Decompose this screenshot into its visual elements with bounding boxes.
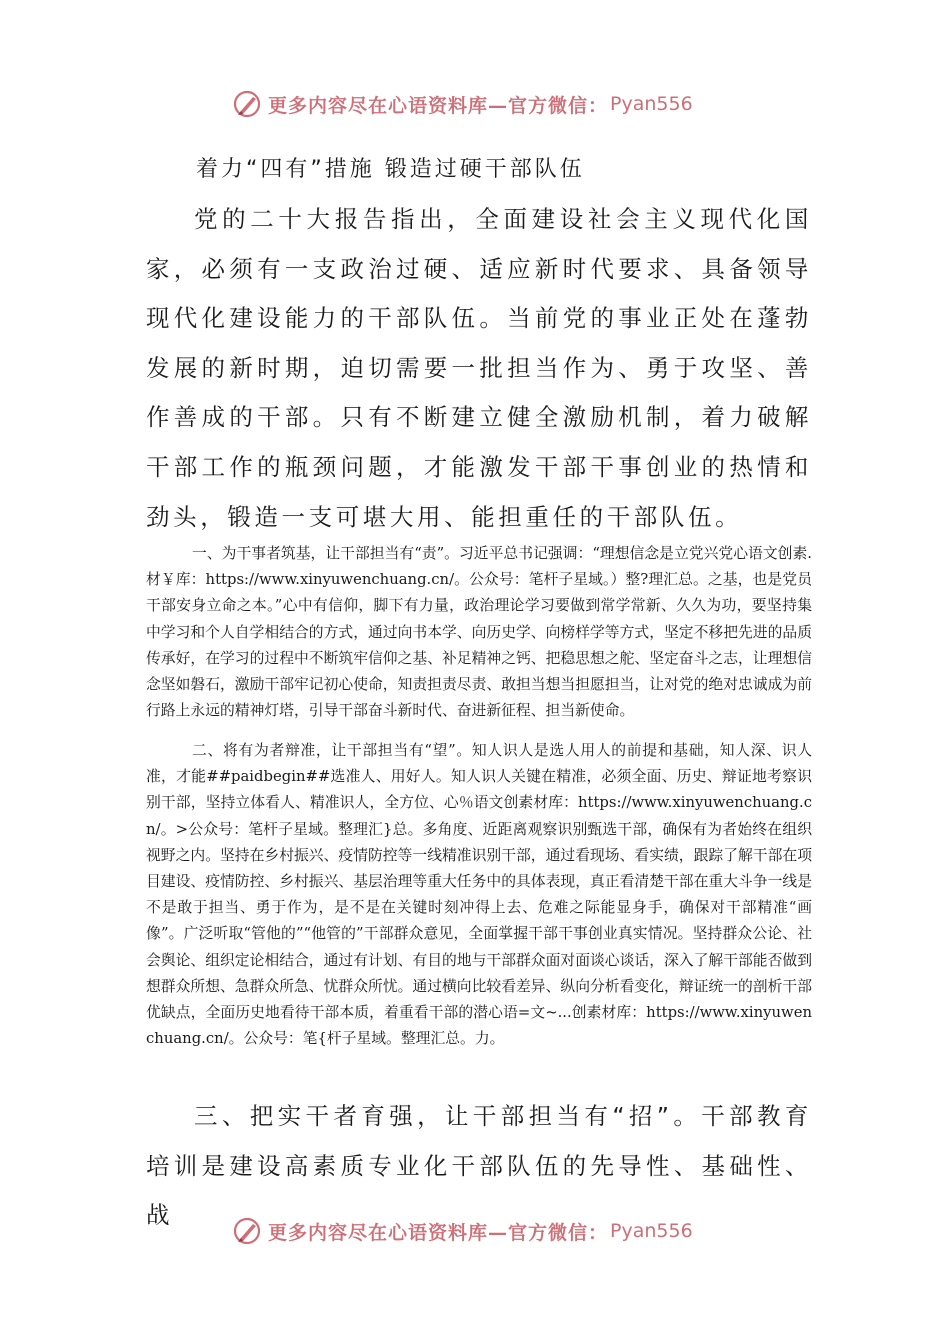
section-2-text: 二、将有为者辩准，让干部担当有“望”。知人识人是选人用人的前提和基础，知人深、识人准，才能##paidbegin##选准人、用好人。知人识人关键在精准，必须全面、历史、辩证地考察识别干部，坚持立体看人、精准识人，全方位、心％语文创素材库：https://www.xinyuwenchuang.cn/。>公众号：笔杆子星域。整理汇}总。多角度、近距离观察识别甄选干部，确保有为者始终在组织视野之内。坚持在乡村振兴、疫情防控等一线精准识别干部，通过看现场、看实绩，跟踪了解干部在项目建设、疫情防控、乡村振兴、基层治理等重大任务中的具体表现，真正看清楚干部在重大斗争一线是不是敢于担当、勇于作为，是不是在关键时刻冲得上去、危难之际能显身手，确保对干部精准“画像”。广泛听取“管他的”“他管的”干部群众意见，全面掌握干部干事创业真实情况。坚持群众公论、社会舆论、组织定论相结合，通过有计划、有目的地与干部群众面对面谈心谈话，深入了解干部能否做到想群众所想、急群众所急、忧群众所忧。通过横向比较看差异、纵向分析看变化，辩证统一的剖析干部优缺点，全面历史地看待干部本质，着重看干部的潜心语=文~...创素材库：https://www.xinyuwenchuang.cn/。公众号：笔{杆子星域。整理汇总。力。 — [146, 742, 812, 1048]
banner-text: 更多内容尽在心语资料库—官方微信： — [268, 94, 609, 117]
header-watermark-banner — [232, 84, 752, 124]
section-1-text: 一、为干事者筑基，让干部担当有“责”。习近平总书记强调：“理想信念是立党兴党心语文创素.材￥库：https://www.xinyuwenchuang.cn/。公众号：笔杆子星域。）整?理汇总。之基，也是党员干部安身立命之本。”心中有信仰，脚下有力量，政治理论学习要做到常学常新、久久为功，要坚持集中学习和个人自学相结合的方式，通过向书本学、向历史学、向榜样学等方式，坚定不移把先进的品质传承好，在学习的过程中不断筑牢信仰之基、补足精神之钙、把稳思想之舵、坚定奋斗之志，让理想信念坚如磐石，激励干部牢记初心使命，知责担责尽责、敢担当想当担愿担当，让对党的绝对忠诚成为前行路上永远的精神灯塔，引导干部奋斗新时代、奋进新征程、担当新使命。 — [146, 545, 812, 720]
banner-wechat-handle: Pyan556 — [610, 93, 693, 115]
footer-watermark-banner — [232, 1211, 752, 1251]
section-3-text: 三、把实干者育强，让干部担当有“招”。干部教育培训是建设高素质专业化干部队伍的先导性、基础性、战 — [146, 1102, 812, 1230]
pen-logo-icon — [232, 89, 262, 119]
section-1-paragraph — [146, 541, 812, 724]
banner-wechat-handle: Pyan556 — [610, 1220, 693, 1242]
intro-paragraph — [146, 195, 812, 542]
section-2-paragraph — [146, 738, 812, 1052]
pen-logo-icon — [232, 1216, 262, 1246]
banner-text: 更多内容尽在心语资料库—官方微信： — [268, 1221, 609, 1244]
document-title: 着力“四有”措施 锻造过硬干部队伍 — [196, 157, 585, 182]
intro-text: 党的二十大报告指出，全面建设社会主义现代化国家，必须有一支政治过硬、适应新时代要求、具备领导现代化建设能力的干部队伍。当前党的事业正处在蓬勃发展的新时期，迫切需要一批担当作为、勇于攻坚、善作善成的干部。只有不断建立健全激励机制，着力破解干部工作的瓶颈问题，才能激发干部干事创业的热情和劲头，锻造一支可堪大用、能担重任的干部队伍。 — [146, 205, 812, 531]
